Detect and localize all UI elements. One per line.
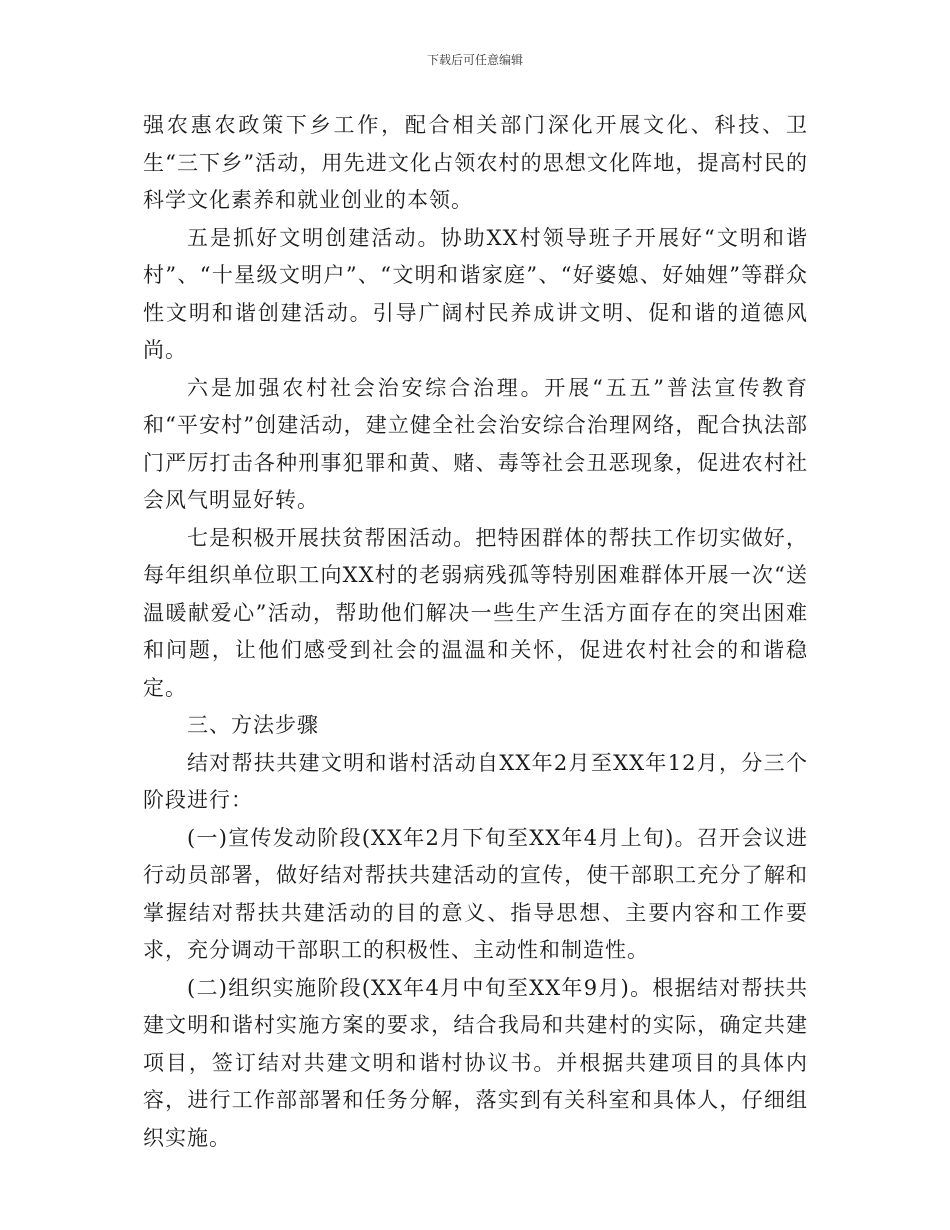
document-body [143,107,808,1157]
paragraph: (一)宣传发动阶段(XX年2月下旬至XX年4月上旬)。召开会议进行动员部署，做好结对帮扶共建活动的宣传，使干部职工充分了解和掌握结对帮扶共建活动的目的意义、指导思想、主要内容和工作要求，充分调动干部职工的积极性、主动性和制造性。 [143,825,808,962]
paragraph: 七是积极开展扶贫帮困活动。把特困群体的帮扶工作切实做好，每年组织单位职工向XX村的老弱病残孤等特别困难群体开展一次“送温暖献爱心”活动，帮助他们解决一些生产生活方面存在的突出困难和问题，让他们感受到社会的温温和关怀，促进农村社会的和谐稳定。 [143,525,808,700]
paragraph: 强农惠农政策下乡工作，配合相关部门深化开展文化、科技、卫生“三下乡”活动，用先进文化占领农村的思想文化阵地，提高村民的科学文化素养和就业创业的本领。 [143,113,808,212]
page-header-note: 下载后可任意编辑 [426,53,523,67]
paragraph: (二)组织实施阶段(XX年4月中旬至XX年9月)。根据结对帮扶共建文明和谐村实施方案的要求，结合我局和共建村的实际，确定共建项目，签订结对共建文明和谐村协议书。并根据共建项目的具体内容，进行工作部部署和任务分解，落实到有关科室和具体人，仔细组织实施。 [143,975,808,1150]
section-heading: 三、方法步骤 [187,713,319,737]
paragraph: 五是抓好文明创建活动。协助XX村领导班子开展好“文明和谐村”、“十星级文明户”、“文明和谐家庭”、“好婆媳、好妯娌”等群众性文明和谐创建活动。引导广阔村民养成讲文明、促和谐的道德风尚。 [143,225,808,362]
paragraph: 结对帮扶共建文明和谐村活动自XX年2月至XX年12月，分三个阶段进行： [143,750,808,812]
paragraph: 六是加强农村社会治安综合治理。开展“五五”普法宣传教育和“平安村”创建活动，建立健全社会治安综合治理网络，配合执法部门严厉打击各种刑事犯罪和黄、赌、毒等社会丑恶现象，促进农村社会风气明显好转。 [143,375,808,512]
